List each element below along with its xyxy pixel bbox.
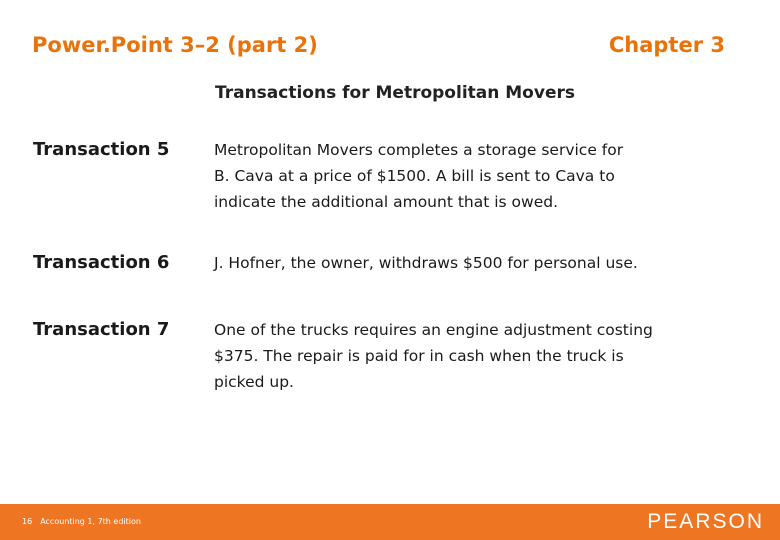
slide-subtitle: Transactions for Metropolitan Movers xyxy=(215,83,575,103)
footer-bar xyxy=(0,504,780,540)
transaction-description xyxy=(214,137,754,215)
page-number: 16 xyxy=(22,517,33,526)
description-line: indicate the additional amount that is owed. xyxy=(214,193,559,211)
slide-title: Power.Point 3–2 (part 2) xyxy=(32,33,318,57)
transaction-label: Transaction 7 xyxy=(33,319,170,340)
description-line: One of the trucks requires an engine adjustment costing xyxy=(214,321,653,339)
description-line: Metropolitan Movers completes a storage service for xyxy=(214,141,624,159)
footer-caption xyxy=(22,517,141,526)
pearson-logo: PEARSON xyxy=(647,510,764,533)
description-line: picked up. xyxy=(214,373,294,391)
transaction-description xyxy=(214,250,754,276)
transaction-label: Transaction 5 xyxy=(33,139,170,160)
description-line: $375. The repair is paid for in cash when the truck is xyxy=(214,347,624,365)
description-line: J. Hofner, the owner, withdraws $500 for personal use. xyxy=(214,254,638,272)
transaction-label: Transaction 6 xyxy=(33,252,170,273)
book-title: Accounting 1, 7th edition xyxy=(40,517,141,526)
chapter-label: Chapter 3 xyxy=(608,33,725,57)
transaction-description xyxy=(214,317,754,395)
description-line: B. Cava at a price of $1500. A bill is sent to Cava to xyxy=(214,167,615,185)
